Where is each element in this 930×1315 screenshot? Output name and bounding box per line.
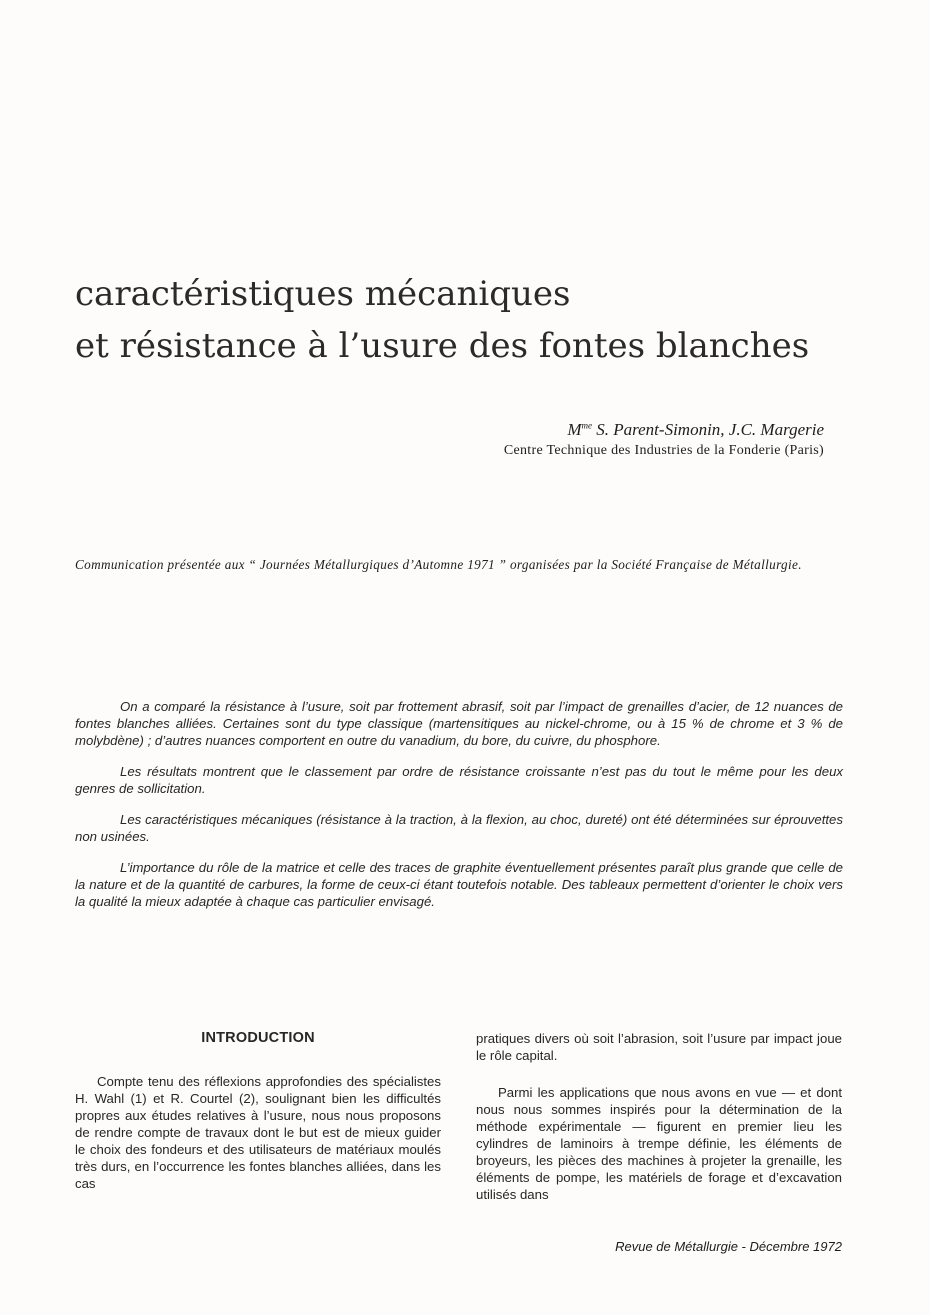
- abstract: [75, 698, 843, 924]
- author-prefix: M: [567, 420, 582, 439]
- right-column: [476, 1030, 842, 1203]
- title-line-2: et résistance à l’usure des fontes blanches: [75, 326, 810, 366]
- abstract-paragraph-1: On a comparé la résistance à l’usure, soit par frottement abrasif, soit par l’impact de grenailles d’acier, de 12 nuances de fontes blanches alliées. Certaines sont du type classique (martensitiques au nickel-chrome, ou à 15 % de chrome et 3 % de molybdène) ; d’autres nuances comportent en outre du vanadium, du bore, du cuivre, du phosphore.: [75, 699, 843, 748]
- article-title: [75, 268, 875, 372]
- abstract-paragraph-4: L’importance du rôle de la matrice et celle des traces de graphite éventuellement présentes paraît plus grande que celle de la nature et de la quantité de carbures, la forme de ceux-ci étant toutefois notable. Des tableaux permettent d’orienter le choix vers la qualité la mieux adaptée à chaque cas particulier envisagé.: [75, 860, 843, 909]
- journal-footer: Revue de Métallurgie - Décembre 1972: [615, 1239, 842, 1254]
- title-line-1: caractéristiques mécaniques: [75, 274, 571, 314]
- intro-paragraph-2: Parmi les applications que nous avons en vue — et dont nous nous sommes inspirés pour la détermination de la méthode expérimentale — figurent en premier lieu les cylindres de laminoirs à trempe définie, les éléments de broyeurs, les pièces des machines à projeter la grenaille, les éléments de pompe, les matériels de forage et d’excavation utilisés dans: [476, 1085, 842, 1202]
- communication-note: Communication présentée aux “ Journées Métallurgiques d’Automne 1971 ” organisées par la Société Française de Métallurgie.: [75, 557, 802, 572]
- left-column: [75, 1030, 441, 1192]
- author-prefix-sup: me: [581, 420, 593, 431]
- author-list: S. Parent-Simonin, J.C. Margerie: [592, 420, 824, 439]
- intro-paragraph-1: Compte tenu des réflexions approfondies des spécialistes H. Wahl (1) et R. Courtel (2), soulignant bien les difficultés propres aux études relatives à l’usure, nous nous proposons de rendre compte de travaux dont le but est de mieux guider le choix des fondeurs et des utilisateurs de matériaux moulés très durs, en l’occurrence les fontes blanches alliées, dans les cas: [75, 1074, 441, 1191]
- abstract-paragraph-3: Les caractéristiques mécaniques (résistance à la traction, à la flexion, au choc, dureté) ont été déterminées sur éprouvettes non usinées.: [75, 812, 843, 844]
- abstract-paragraph-2: Les résultats montrent que le classement par ordre de résistance croissante n’est pas du tout le même pour les deux genres de sollicitation.: [75, 764, 843, 796]
- author-affiliation: Centre Technique des Industries de la Fonderie (Paris): [503, 443, 824, 458]
- intro-continuation: pratiques divers où soit l’abrasion, soit l’usure par impact joue le rôle capital.: [476, 1031, 842, 1063]
- section-heading-introduction: INTRODUCTION: [201, 1030, 315, 1046]
- author-names: [567, 420, 824, 440]
